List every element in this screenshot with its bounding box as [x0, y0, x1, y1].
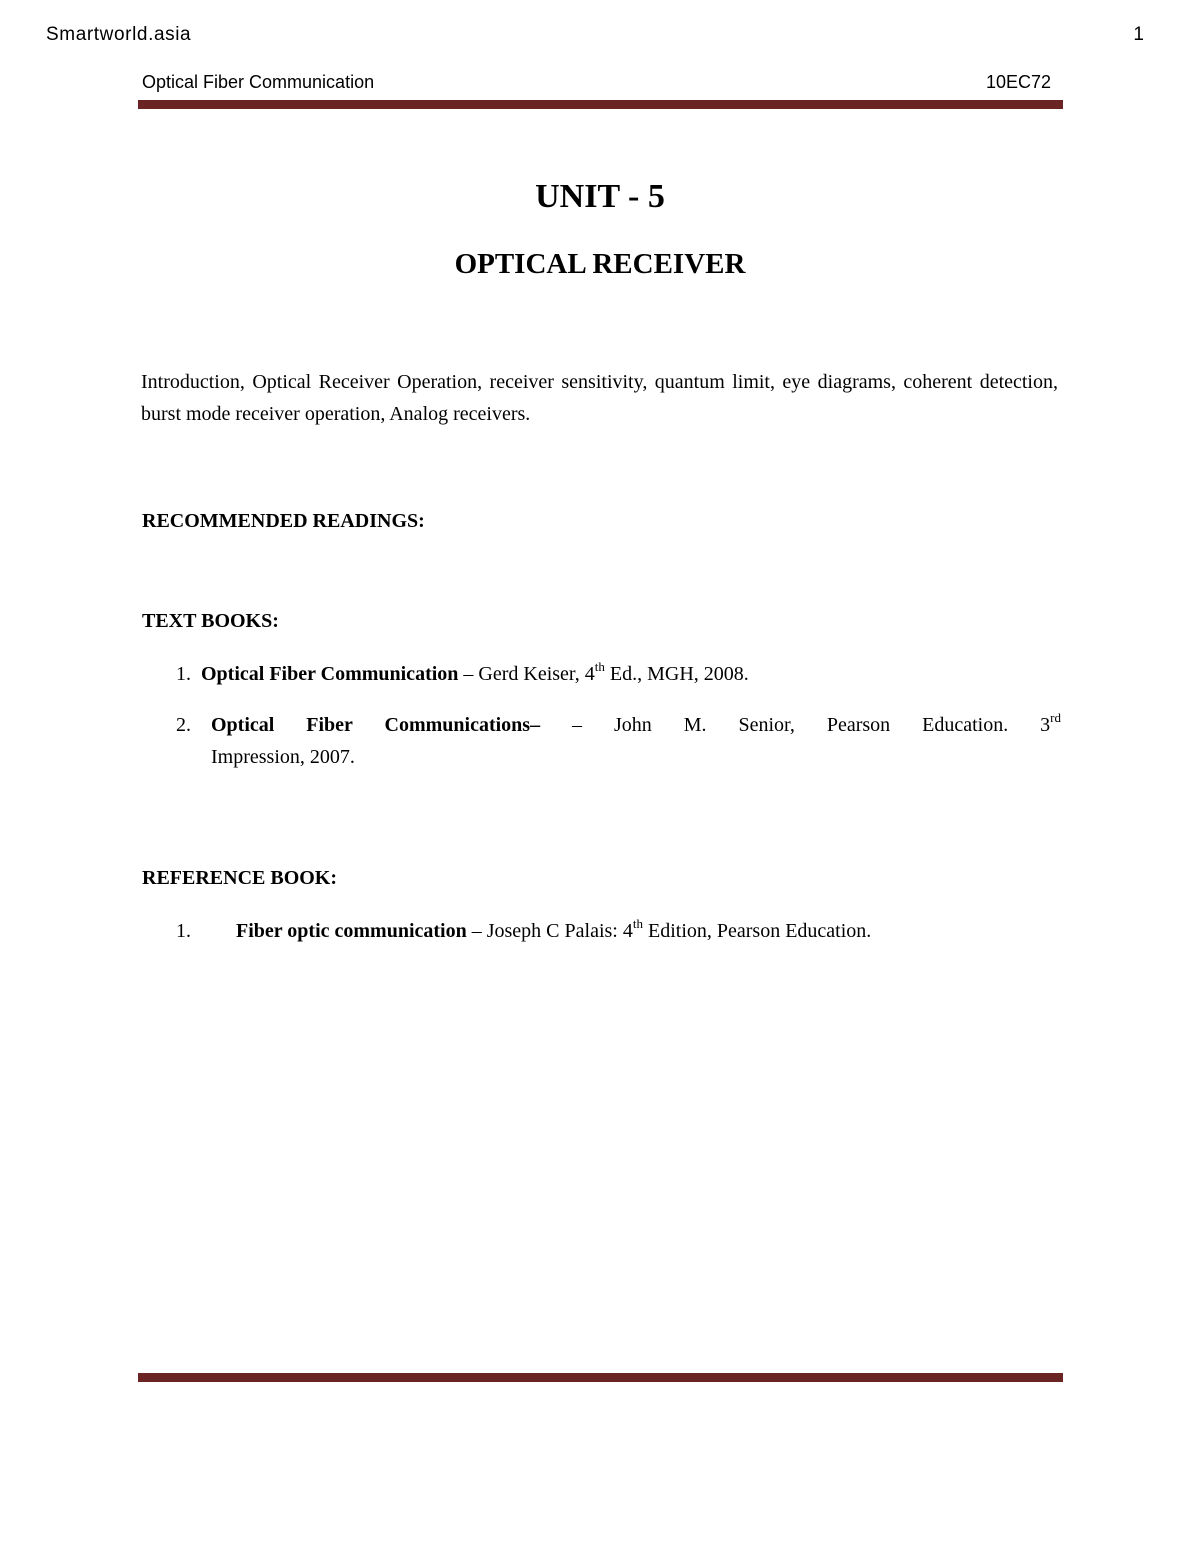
syllabus-paragraph: Introduction, Optical Receiver Operation, receiver sensitivity, quantum limit, eye diagrams, coherent detection, burst mode receiver operation, Analog receivers.: [141, 371, 1058, 425]
reference-book-heading: REFERENCE BOOK:: [142, 867, 338, 889]
header-course-title: Optical Fiber Communication: [142, 72, 375, 92]
text-book-1-details: Ed., MGH, 2008.: [604, 663, 749, 685]
text-book-2: [211, 709, 1061, 741]
unit-title: UNIT - 5: [535, 178, 665, 215]
unit-subtitle: OPTICAL RECEIVER: [454, 248, 746, 280]
text-books-heading: TEXT BOOKS:: [142, 610, 279, 632]
recommended-readings-heading: RECOMMENDED READINGS:: [142, 510, 425, 532]
text-book-2-author: – John M. Senior, Pearson Education. 3: [540, 714, 1051, 736]
text-book-2-number: 2.: [176, 714, 191, 736]
text-book-1: [201, 658, 1061, 690]
footer-rule: [138, 1373, 1063, 1382]
reference-book-1-number: 1.: [176, 920, 191, 942]
reference-book-1-author: – Joseph C Palais: 4: [466, 920, 633, 942]
text-book-2-ordinal: rd: [1050, 710, 1061, 725]
page-number: 1: [1133, 24, 1144, 45]
reference-book-1-title: Fiber optic communication: [236, 920, 467, 942]
site-label: Smartworld.asia: [46, 24, 192, 45]
text-book-1-ordinal: th: [594, 659, 605, 674]
text-book-2-continuation: Impression, 2007.: [211, 746, 355, 768]
text-book-1-author: – Gerd Keiser, 4: [458, 663, 595, 685]
reference-book-1-ordinal: th: [632, 916, 643, 931]
text-book-1-title: Optical Fiber Communication: [201, 663, 459, 685]
text-book-1-number: 1.: [176, 663, 191, 685]
reference-book-1-details: Edition, Pearson Education.: [642, 920, 872, 942]
header-rule: [138, 100, 1063, 109]
header-course-code: 10EC72: [986, 72, 1052, 92]
reference-book-1: [236, 915, 1056, 947]
text-book-2-title: Optical Fiber Communications–: [211, 714, 541, 736]
